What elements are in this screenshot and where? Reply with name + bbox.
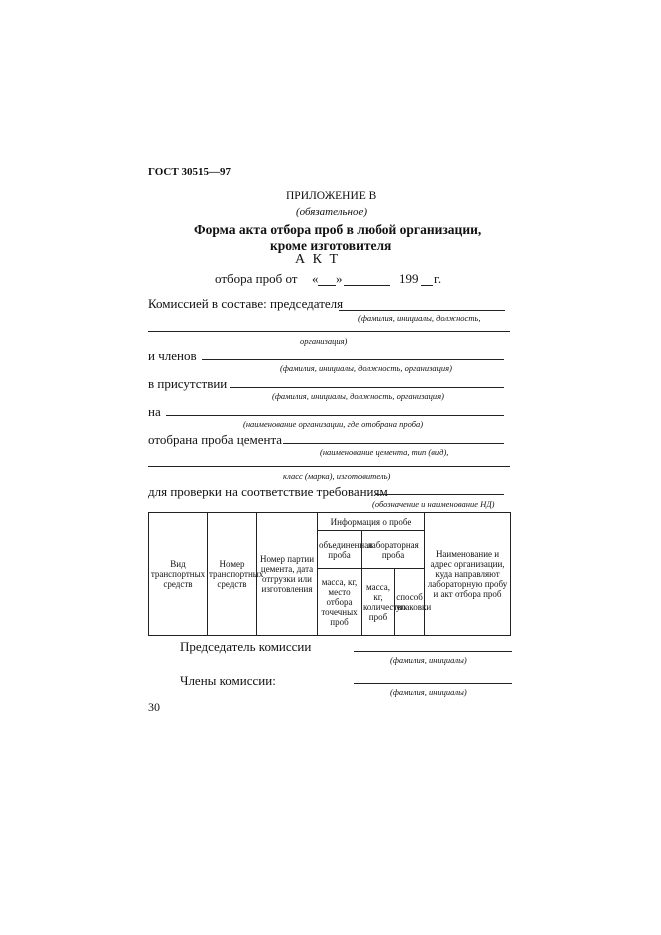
members-signature-label: Члены комиссии:: [180, 673, 276, 688]
col-transport-number: Номер транспортных средств: [208, 513, 257, 636]
col-lab-sample: лабораторная проба: [362, 531, 425, 569]
year-blank[interactable]: [421, 285, 433, 286]
chairman-signature-caption: (фамилия, инициалы): [390, 655, 467, 665]
col-transport-type: Вид транспортных средств: [149, 513, 208, 636]
col-mass-quantity: масса, кг, количество проб: [362, 569, 395, 636]
month-blank[interactable]: [344, 285, 390, 286]
appendix-status: (обязательное): [296, 206, 368, 218]
at-label: на: [148, 404, 161, 419]
class-blank[interactable]: [148, 466, 510, 467]
chairman-blank[interactable]: [339, 310, 505, 311]
sample-caption-2: класс (марка), изготовитель): [283, 471, 391, 481]
at-caption: (наименование организации, где отобрана проба): [243, 419, 424, 429]
presence-label: в присутствии: [148, 376, 228, 391]
sample-blank[interactable]: [283, 443, 504, 444]
day-blank[interactable]: [318, 285, 336, 286]
at-blank[interactable]: [166, 415, 504, 416]
page-number: 30: [148, 700, 160, 714]
presence-caption: (фамилия, инициалы, должность, организация): [272, 391, 444, 401]
chairman-signature-label: Председатель комиссии: [180, 639, 312, 654]
sample-label: отобрана проба цемента: [148, 432, 283, 447]
members-signature-caption: (фамилия, инициалы): [390, 687, 467, 697]
year-prefix: 199: [399, 271, 419, 286]
members-caption: (фамилия, инициалы, должность, организация): [280, 363, 452, 373]
col-sample-info: Информация о пробе: [318, 513, 425, 531]
chairman-signature-blank[interactable]: [354, 651, 512, 652]
col-batch: Номер партии цемента, дата отгрузки или изготовления: [257, 513, 318, 636]
sample-info-table: [148, 512, 511, 636]
col-packing: способ упаковки: [395, 569, 425, 636]
date-quote-open: «: [312, 271, 319, 286]
form-title-line2: кроме изготовителя: [270, 238, 392, 253]
act-date-prefix: отбора проб от: [215, 271, 298, 286]
year-suffix: г.: [434, 271, 442, 286]
presence-blank[interactable]: [230, 387, 504, 388]
col-mass-place: масса, кг, место отбора точечных проб: [318, 569, 362, 636]
organization-blank[interactable]: [148, 331, 510, 332]
sample-caption-1: (наименование цемента, тип (вид),: [320, 447, 449, 457]
check-caption: (обозначение и наименование НД): [372, 499, 495, 509]
check-blank[interactable]: [376, 494, 504, 495]
form-title-line1: Форма акта отбора проб в любой организации,: [194, 222, 482, 237]
act-heading: А К Т: [295, 252, 340, 267]
col-destination: Наименование и адрес организации, куда направляют лабораторную пробу и акт отбора проб: [425, 513, 511, 636]
col-combined-sample: объединенная проба: [318, 531, 362, 569]
members-blank[interactable]: [202, 359, 504, 360]
members-signature-blank[interactable]: [354, 683, 512, 684]
commission-caption-2: организация): [300, 336, 348, 346]
members-label: и членов: [148, 348, 197, 363]
date-quote-close: »: [336, 271, 343, 286]
check-label: для проверки на соответствие требованиям: [148, 484, 388, 499]
doc-code: ГОСТ 30515—97: [148, 166, 231, 178]
commission-caption-1: (фамилия, инициалы, должность,: [358, 313, 481, 323]
commission-label: Комиссией в составе: председателя: [148, 296, 344, 311]
appendix-title: ПРИЛОЖЕНИЕ В: [286, 190, 377, 202]
